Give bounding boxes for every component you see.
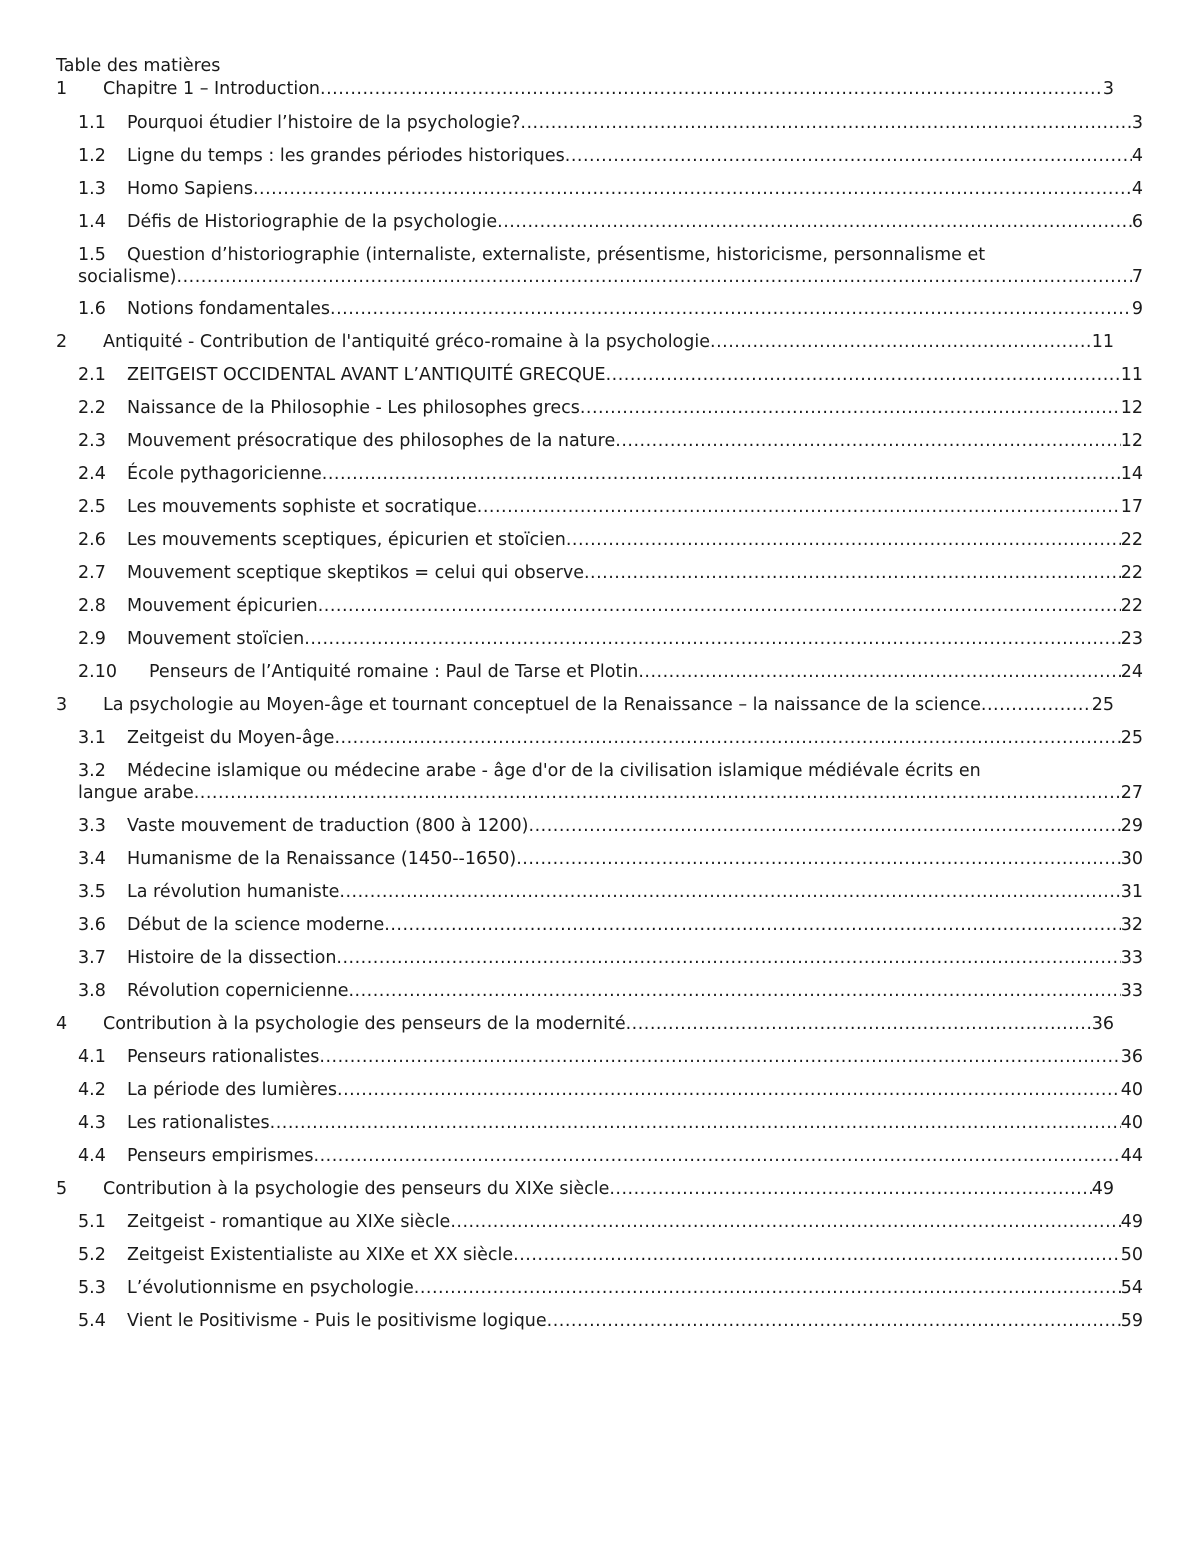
toc-entry-section[interactable] — [0, 145, 1143, 167]
dot-leader — [529, 815, 1121, 837]
entry-page-number: 33 — [1120, 981, 1143, 1001]
dot-leader — [609, 1178, 1091, 1200]
entry-number: 3.5 — [78, 882, 106, 902]
entry-page-number: 14 — [1120, 464, 1143, 484]
entry-title: Les mouvements sceptiques, épicurien et stoïcien — [127, 530, 566, 550]
entry-title: Début de la science moderne — [127, 915, 385, 935]
entry-number: 2.6 — [78, 530, 106, 550]
dot-leader — [981, 694, 1092, 716]
toc-entry-section[interactable] — [0, 211, 1143, 233]
toc-entry-section[interactable] — [0, 628, 1143, 650]
entry-number: 3.3 — [78, 816, 106, 836]
toc-entry-chapter[interactable] — [0, 331, 1114, 353]
entry-number: 3.4 — [78, 849, 106, 869]
entry-number: 5.3 — [78, 1278, 106, 1298]
entry-page-number: 12 — [1120, 431, 1143, 451]
entry-page-number: 11 — [1091, 332, 1114, 352]
dot-leader — [336, 947, 1120, 969]
entry-number: 5.1 — [78, 1212, 106, 1232]
entry-title-continued: langue arabe — [78, 783, 194, 803]
dot-leader — [348, 980, 1120, 1002]
entry-title: Mouvement présocratique des philosophes de la nature — [127, 431, 616, 451]
entry-number: 4.3 — [78, 1113, 106, 1133]
entry-page-number: 27 — [1120, 783, 1143, 803]
toc-entry-section[interactable] — [0, 397, 1143, 419]
toc-entry-chapter[interactable] — [0, 1178, 1114, 1200]
entry-number: 1.6 — [78, 299, 106, 319]
entry-number: 3.8 — [78, 981, 106, 1001]
entry-page-number: 40 — [1120, 1113, 1143, 1133]
dot-leader — [566, 529, 1121, 551]
entry-number: 2.8 — [78, 596, 106, 616]
dot-leader — [606, 364, 1121, 386]
dot-leader — [584, 562, 1121, 584]
toc-entry-section[interactable] — [0, 661, 1143, 683]
entry-page-number: 36 — [1091, 1014, 1114, 1034]
entry-number: 3.7 — [78, 948, 106, 968]
dot-leader — [330, 298, 1132, 320]
entry-title: Contribution à la psychologie des penseurs du XIXe siècle — [103, 1179, 610, 1199]
entry-number: 5 — [56, 1179, 68, 1199]
entry-title: Homo Sapiens — [127, 179, 253, 199]
entry-page-number: 22 — [1120, 530, 1143, 550]
entry-page-number: 22 — [1120, 563, 1143, 583]
dot-leader — [270, 1112, 1121, 1134]
entry-title: L’évolutionnisme en psychologie — [127, 1278, 414, 1298]
toc-entry-section[interactable] — [0, 1277, 1143, 1299]
entry-title: Médecine islamique ou médecine arabe - âge d'or de la civilisation islamique médiévale écrits en — [127, 761, 981, 781]
entry-page-number: 49 — [1120, 1212, 1143, 1232]
entry-number: 1.2 — [78, 146, 106, 166]
entry-number: 2.5 — [78, 497, 106, 517]
toc-entry-section[interactable] — [0, 496, 1143, 518]
toc-entry-section[interactable] — [0, 562, 1143, 584]
entry-number: 3.2 — [78, 761, 106, 781]
entry-title: Vient le Positivisme - Puis le positivisme logique — [127, 1311, 547, 1331]
entry-page-number: 23 — [1120, 629, 1143, 649]
entry-title: Ligne du temps : les grandes périodes historiques — [127, 146, 565, 166]
dot-leader — [253, 178, 1132, 200]
entry-page-number: 7 — [1131, 267, 1143, 287]
dot-leader — [497, 211, 1132, 233]
entry-title: Notions fondamentales — [127, 299, 331, 319]
toc-entry-section[interactable] — [0, 1079, 1143, 1101]
entry-title: Humanisme de la Renaissance (1450--1650) — [127, 849, 517, 869]
entry-page-number: 11 — [1120, 365, 1143, 385]
entry-number: 5.4 — [78, 1311, 106, 1331]
dot-leader — [319, 1046, 1120, 1068]
entry-number: 1.5 — [78, 245, 106, 265]
entry-number: 3.1 — [78, 728, 106, 748]
entry-page-number: 54 — [1120, 1278, 1143, 1298]
dot-leader — [194, 782, 1121, 804]
dot-leader — [516, 848, 1120, 870]
entry-page-number: 30 — [1120, 849, 1143, 869]
entry-page-number: 25 — [1091, 695, 1114, 715]
dot-leader — [477, 496, 1121, 518]
entry-title: La révolution humaniste — [127, 882, 340, 902]
entry-number: 2.7 — [78, 563, 106, 583]
entry-page-number: 24 — [1120, 662, 1143, 682]
dot-leader — [320, 78, 1103, 100]
toc-entry-section[interactable] — [0, 364, 1143, 386]
entry-page-number: 3 — [1131, 113, 1143, 133]
dot-leader — [580, 397, 1121, 419]
dot-leader — [339, 881, 1120, 903]
entry-title: Révolution copernicienne — [127, 981, 349, 1001]
dot-leader — [520, 112, 1131, 134]
dot-leader — [334, 727, 1120, 749]
entry-page-number: 12 — [1120, 398, 1143, 418]
toc-entry-section[interactable] — [0, 178, 1143, 200]
toc-entry-section[interactable] — [0, 881, 1143, 903]
entry-number: 4.4 — [78, 1146, 106, 1166]
entry-title: Les mouvements sophiste et socratique — [127, 497, 477, 517]
entry-title: Histoire de la dissection — [127, 948, 337, 968]
entry-title: Penseurs de l’Antiquité romaine : Paul de Tarse et Plotin — [149, 662, 639, 682]
entry-page-number: 29 — [1120, 816, 1143, 836]
entry-number: 1.1 — [78, 113, 106, 133]
toc-entry-section[interactable] — [0, 980, 1143, 1002]
toc-entry-section[interactable] — [0, 1046, 1143, 1068]
entry-number: 2.9 — [78, 629, 106, 649]
entry-title: Naissance de la Philosophie - Les philosophes grecs — [127, 398, 580, 418]
entry-title: Zeitgeist - romantique au XIXe siècle — [127, 1212, 451, 1232]
table-of-contents — [0, 78, 1200, 1332]
entry-number: 4.1 — [78, 1047, 106, 1067]
toc-entry-chapter[interactable] — [0, 1013, 1114, 1035]
entry-page-number: 49 — [1091, 1179, 1114, 1199]
toc-entry-section[interactable] — [0, 848, 1143, 870]
toc-title: Table des matières — [56, 56, 221, 76]
entry-title: Zeitgeist du Moyen-âge — [127, 728, 335, 748]
toc-entry-section[interactable] — [0, 529, 1143, 551]
dot-leader — [638, 661, 1120, 683]
entry-number: 2.10 — [78, 662, 117, 682]
entry-number: 2.2 — [78, 398, 106, 418]
toc-entry-section[interactable] — [0, 727, 1143, 749]
entry-title: La psychologie au Moyen-âge et tournant conceptuel de la Renaissance – la naissance de la science — [103, 695, 981, 715]
entry-title: Chapitre 1 – Introduction — [103, 79, 320, 99]
entry-number: 2.1 — [78, 365, 106, 385]
toc-entry-chapter[interactable] — [0, 78, 1114, 100]
entry-page-number: 25 — [1120, 728, 1143, 748]
toc-entry-section[interactable] — [0, 244, 1143, 288]
entry-page-number: 3 — [1102, 79, 1114, 99]
entry-title: Les rationalistes — [127, 1113, 270, 1133]
entry-title: ZEITGEIST OCCIDENTAL AVANT L’ANTIQUITÉ GRECQUE — [127, 365, 606, 385]
dot-leader — [710, 331, 1092, 353]
entry-page-number: 40 — [1120, 1080, 1143, 1100]
entry-title: Penseurs rationalistes — [127, 1047, 320, 1067]
entry-title: Vaste mouvement de traduction (800 à 1200) — [127, 816, 529, 836]
toc-entry-section[interactable] — [0, 815, 1143, 837]
toc-entry-section[interactable] — [0, 1145, 1143, 1167]
toc-entry-section[interactable] — [0, 947, 1143, 969]
entry-page-number: 4 — [1131, 146, 1143, 166]
toc-entry-section[interactable] — [0, 595, 1143, 617]
dot-leader — [177, 266, 1132, 288]
entry-page-number: 9 — [1131, 299, 1143, 319]
dot-leader — [513, 1244, 1121, 1266]
dot-leader — [414, 1277, 1121, 1299]
entry-number: 2 — [56, 332, 68, 352]
toc-entry-section[interactable] — [0, 463, 1143, 485]
dot-leader — [337, 1079, 1121, 1101]
entry-title-continued: socialisme) — [78, 267, 177, 287]
toc-entry-section[interactable] — [0, 298, 1143, 320]
entry-title: Mouvement sceptique skeptikos = celui qui observe — [127, 563, 584, 583]
toc-entry-section[interactable] — [0, 1211, 1143, 1233]
dot-leader — [615, 430, 1120, 452]
entry-title: École pythagoricienne — [127, 464, 322, 484]
entry-number: 4 — [56, 1014, 68, 1034]
entry-page-number: 17 — [1120, 497, 1143, 517]
entry-page-number: 22 — [1120, 596, 1143, 616]
toc-entry-section[interactable] — [0, 112, 1143, 134]
entry-title: Pourquoi étudier l’histoire de la psychologie? — [127, 113, 521, 133]
entry-page-number: 44 — [1120, 1146, 1143, 1166]
entry-page-number: 31 — [1120, 882, 1143, 902]
toc-entry-chapter[interactable] — [0, 694, 1114, 716]
dot-leader — [626, 1013, 1092, 1035]
toc-entry-section[interactable] — [0, 1244, 1143, 1266]
entry-page-number: 33 — [1120, 948, 1143, 968]
dot-leader — [547, 1310, 1121, 1332]
entry-title: Mouvement épicurien — [127, 596, 318, 616]
entry-title: Antiquité - Contribution de l'antiquité gréco-romaine à la psychologie — [103, 332, 711, 352]
entry-title: Zeitgeist Existentialiste au XIXe et XX siècle — [127, 1245, 514, 1265]
entry-title: Défis de Historiographie de la psychologie — [127, 212, 498, 232]
toc-entry-section[interactable] — [0, 1112, 1143, 1134]
entry-page-number: 50 — [1120, 1245, 1143, 1265]
entry-number: 3 — [56, 695, 68, 715]
entry-number: 5.2 — [78, 1245, 106, 1265]
entry-title: La période des lumières — [127, 1080, 337, 1100]
entry-page-number: 32 — [1120, 915, 1143, 935]
dot-leader — [304, 628, 1120, 650]
entry-number: 2.4 — [78, 464, 106, 484]
entry-number: 4.2 — [78, 1080, 106, 1100]
entry-title: Contribution à la psychologie des penseurs de la modernité — [103, 1014, 626, 1034]
toc-entry-section[interactable] — [0, 914, 1143, 936]
entry-title: Penseurs empirismes — [127, 1146, 314, 1166]
dot-leader — [322, 463, 1121, 485]
dot-leader — [318, 595, 1121, 617]
entry-number: 1.3 — [78, 179, 106, 199]
dot-leader — [450, 1211, 1120, 1233]
entry-number: 1 — [56, 79, 68, 99]
entry-title: Question d’historiographie (internaliste, externaliste, présentisme, historicisme, personnalisme et — [127, 245, 986, 265]
entry-page-number: 4 — [1131, 179, 1143, 199]
dot-leader — [314, 1145, 1121, 1167]
entry-page-number: 59 — [1120, 1311, 1143, 1331]
entry-page-number: 36 — [1120, 1047, 1143, 1067]
entry-number: 2.3 — [78, 431, 106, 451]
entry-number: 3.6 — [78, 915, 106, 935]
entry-number: 1.4 — [78, 212, 106, 232]
entry-title: Mouvement stoïcien — [127, 629, 305, 649]
dot-leader — [565, 145, 1132, 167]
dot-leader — [384, 914, 1120, 936]
toc-entry-section[interactable] — [0, 1310, 1143, 1332]
toc-entry-section[interactable] — [0, 430, 1143, 452]
entry-page-number: 6 — [1131, 212, 1143, 232]
toc-entry-section[interactable] — [0, 760, 1143, 804]
